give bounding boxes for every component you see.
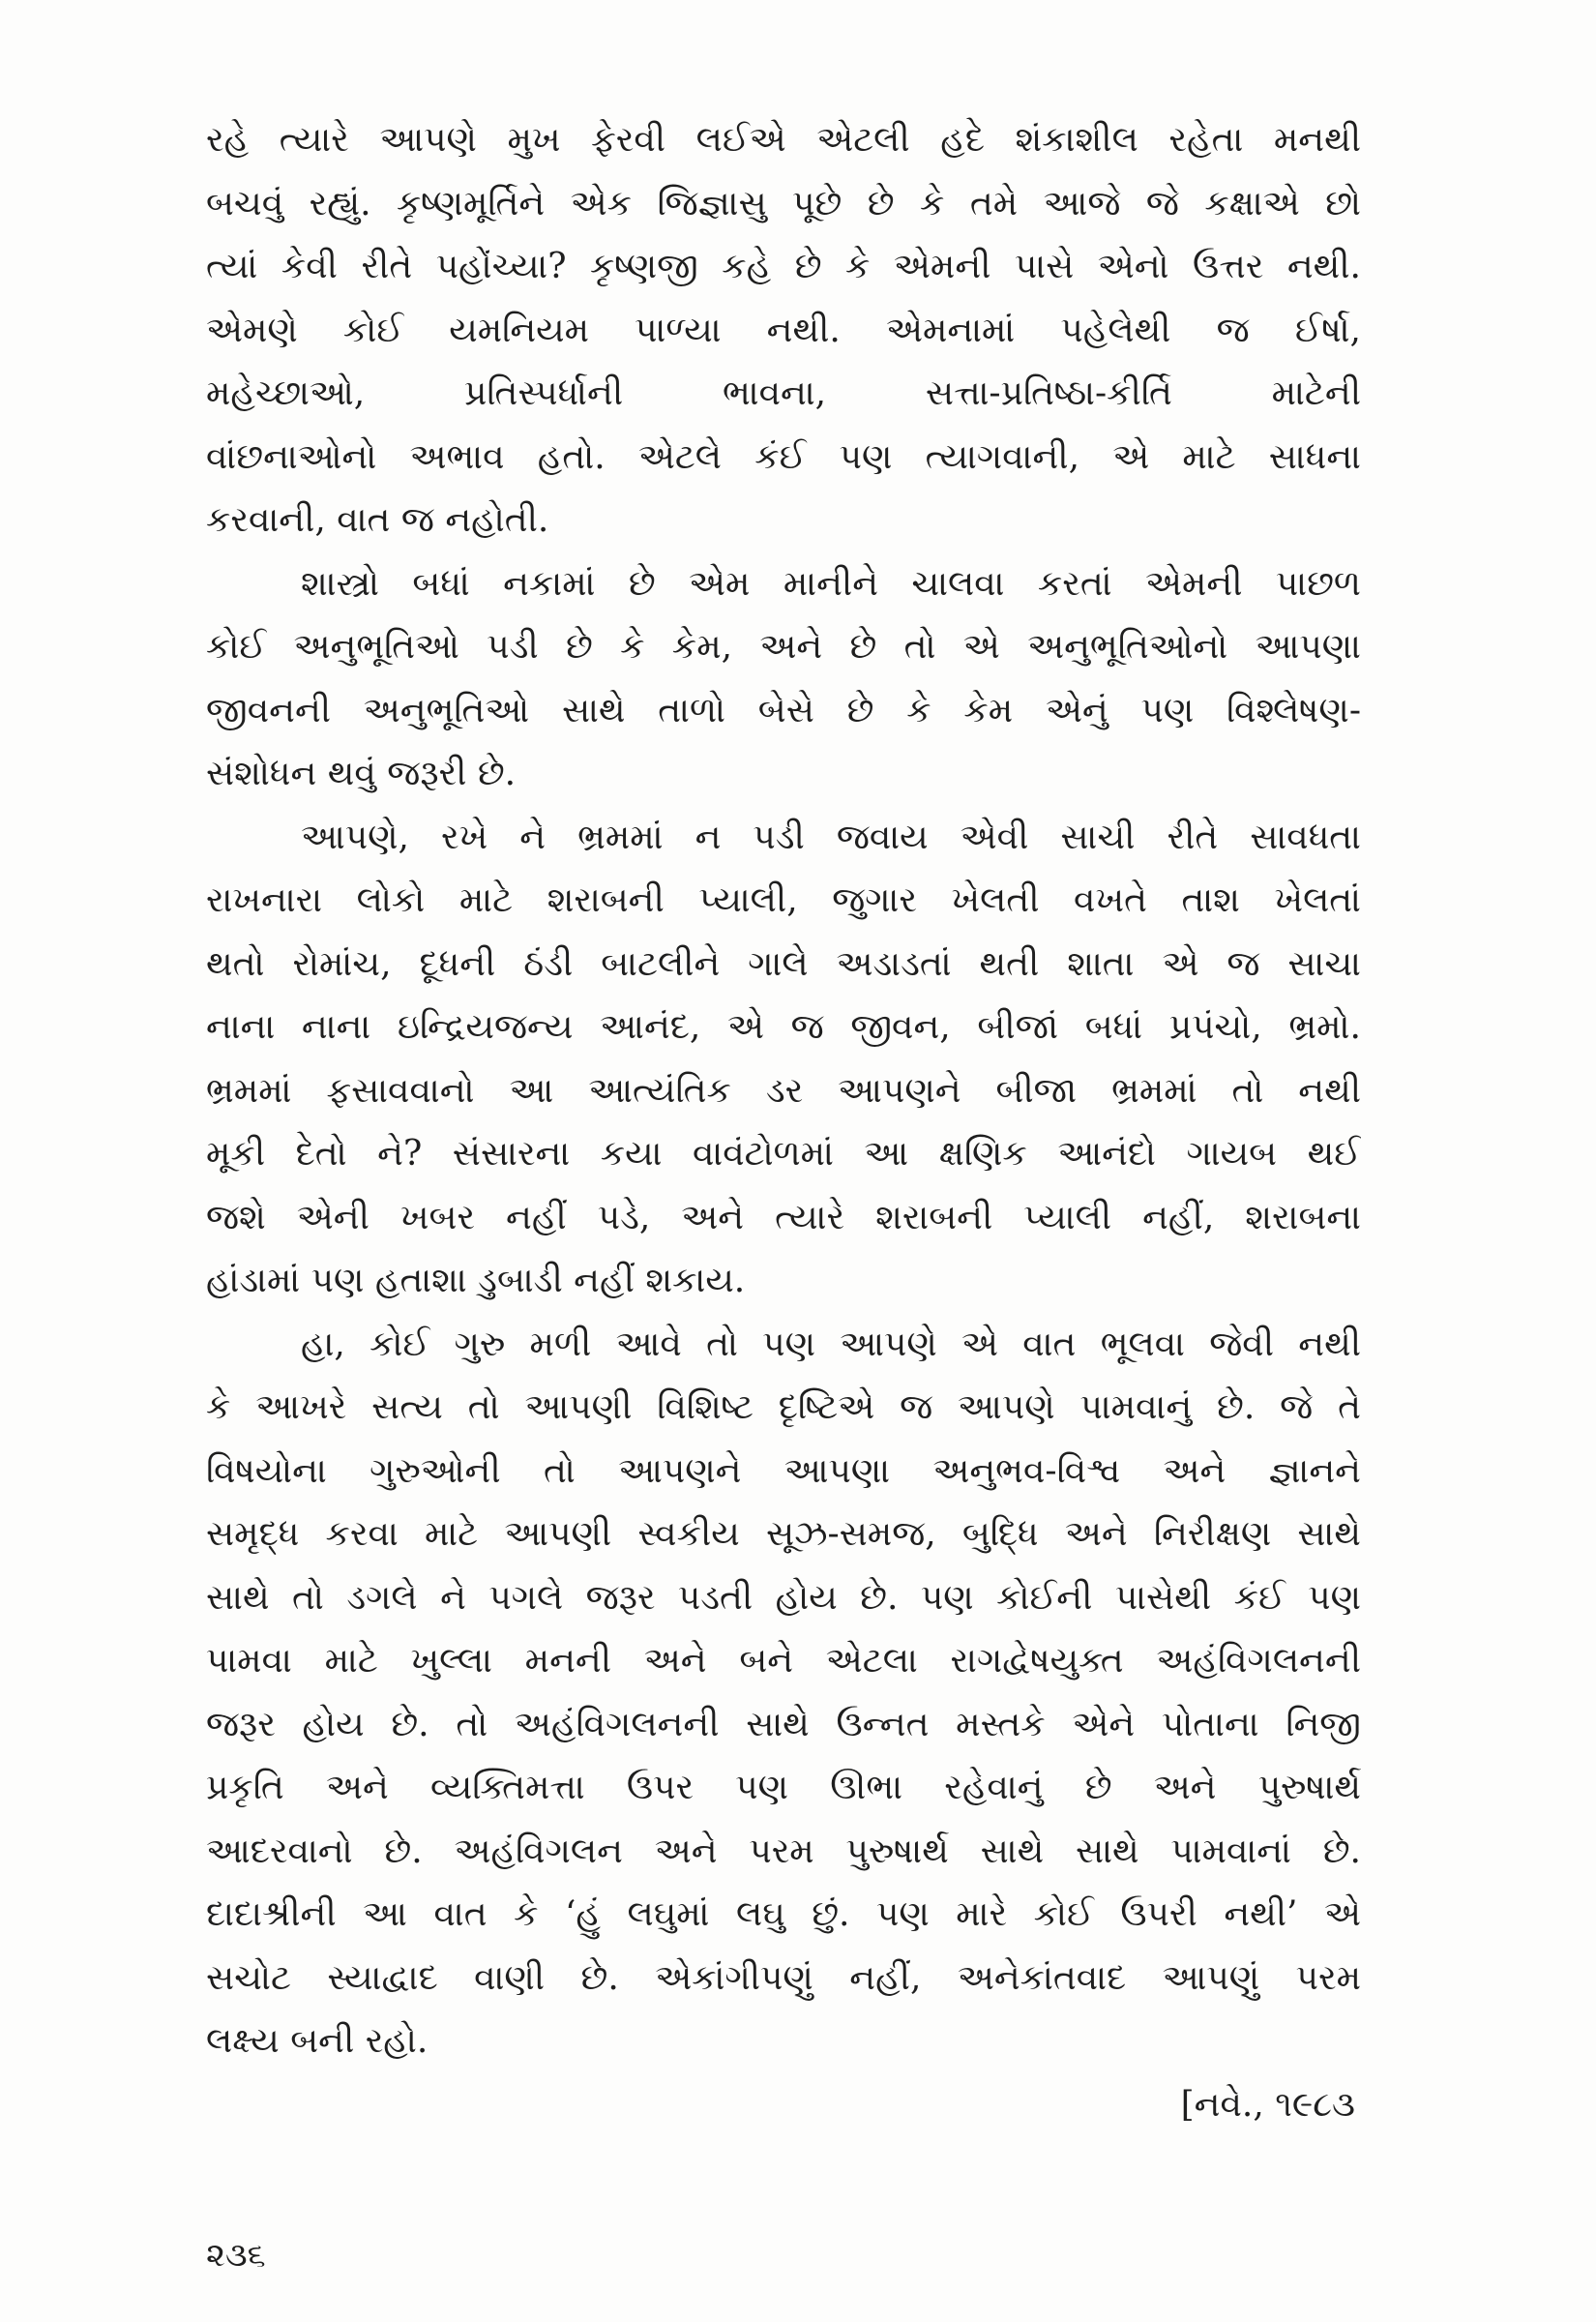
text-line: નાના નાના ઇન્દ્રિયજન્ય આનંદ, એ જ જીવન, બીજાં બધાં પ્રપંચો, ભ્રમો.: [206, 1007, 1361, 1047]
date-note: [નવે., ૧૯૮૩: [1180, 2084, 1355, 2125]
text-line: એમણે કોઈ યમનિયમ પાળ્યા નથી. એમનામાં પહેલેથી જ ઈર્ષા,: [206, 310, 1361, 350]
text-line: સમૃદ્ધ કરવા માટે આપણી સ્વકીય સૂઝ-સમજ, બુદ્ધિ અને નિરીક્ષણ સાથે: [206, 1514, 1361, 1554]
text-line: બચવું રહ્યું. કૃષ્ણમૂર્તિને એક જિજ્ઞાસુ પૂછે છે કે તમે આજે જે કક્ષાએ છો: [206, 183, 1361, 223]
text-line: જશે એની ખબર નહીં પડે, અને ત્યારે શરાબની પ્યાલી નહીં, શરાબના: [206, 1197, 1361, 1237]
paragraph-1: [206, 108, 1361, 552]
text-line: જરૂર હોય છે. તો અહંવિગલનની સાથે ઉન્નત મસ્તકે એને પોતાના નિજી: [206, 1704, 1361, 1744]
paragraph-3: [206, 806, 1361, 1313]
text-line: પામવા માટે ખુલ્લા મનની અને બને એટલા રાગદ્વેષયુક્ત અહંવિગલનની: [206, 1641, 1361, 1681]
text-line: સંશોધન થવું જરૂરી છે.: [206, 754, 517, 793]
text-line: પ્રકૃતિ અને વ્યક્તિમત્તા ઉપર પણ ઊભા રહેવાનું છે અને પુરુષાર્થ: [206, 1768, 1361, 1807]
text-line: વિષયોના ગુરુઓની તો આપણને આપણા અનુભવ-વિશ્વ અને જ્ઞાનને: [206, 1450, 1361, 1491]
paragraph-4: [206, 1313, 1361, 2073]
text-line: કોઈ અનુભૂતિઓ પડી છે કે કેમ, અને છે તો એ અનુભૂતિઓનો આપણા: [206, 627, 1361, 667]
text-line: લક્ષ્ય બની રહો.: [206, 2021, 429, 2061]
text-line: હાંડામાં પણ હતાશા ડુબાડી નહીં શકાય.: [206, 1261, 746, 1300]
text-line: રહે ત્યારે આપણે મુખ ફેરવી લઈએ એટલી હદે શંકાશીલ રહેતા મનથી: [206, 120, 1361, 160]
text-line: આપણે, રખે ને ભ્રમમાં ન પડી જવાય એવી સાચી રીતે સાવધતા: [301, 817, 1361, 857]
text-line: કે આખરે સત્ય તો આપણી વિશિષ્ટ દૃષ્ટિએ જ આપણે પામવાનું છે. જે તે: [206, 1387, 1361, 1427]
page-number: ૨૩૬: [206, 2236, 266, 2275]
text-line: હા, કોઈ ગુરુ મળી આવે તો પણ આપણે એ વાત ભૂલવા જેવી નથી: [301, 1324, 1361, 1364]
text-line: સાથે તો ડગલે ને પગલે જરૂર પડતી હોય છે. પણ કોઈની પાસેથી કંઈ પણ: [206, 1577, 1361, 1618]
text-line: ત્યાં કેવી રીતે પહોંચ્યા? કૃષ્ણજી કહે છે કે એમની પાસે એનો ઉત્તર નથી.: [206, 247, 1361, 286]
text-line: ભ્રમમાં ફસાવવાનો આ આત્યંતિક ડર આપણને બીજા ભ્રમમાં તો નથી: [206, 1070, 1361, 1111]
text-line: વાંછનાઓનો અભાવ હતો. એટલે કંઈ પણ ત્યાગવાની, એ માટે સાધના: [206, 436, 1361, 477]
text-line: દાદાશ્રીની આ વાત કે ‘હું લઘુમાં લઘુ છું. પણ મારે કોઈ ઉપરી નથી’ એ: [206, 1894, 1361, 1934]
text-line: શાસ્ત્રો બધાં નકામાં છે એમ માનીને ચાલવા કરતાં એમની પાછળ: [301, 563, 1361, 604]
text-line: રાખનારા લોકો માટે શરાબની પ્યાલી, જુગાર ખેલતી વખતે તાશ ખેલતાં: [206, 880, 1361, 920]
body-text: [206, 108, 1361, 2136]
text-line: કરવાની, વાત જ નહોતી.: [206, 500, 549, 540]
text-line: જીવનની અનુભૂતિઓ સાથે તાળો બેસે છે કે કેમ એનું પણ વિશ્લેષણ-: [206, 690, 1361, 730]
text-line: આદરવાનો છે. અહંવિગલન અને પરમ પુરુષાર્થ સાથે સાથે પામવાનાં છે.: [206, 1831, 1361, 1871]
text-line: સચોટ સ્યાદ્વાદ વાણી છે. એકાંગીપણું નહીં, અનેકાંતવાદ આપણું પરમ: [206, 1957, 1361, 1998]
text-line: મહેચ્છાઓ, પ્રતિસ્પર્ધાની ભાવના, સત્તા-પ્રતિષ્ઠા-કીર્તિ માટેની: [206, 373, 1361, 413]
text-line: થતો રોમાંચ, દૂધની ઠંડી બાટલીને ગાલે અડાડતાં થતી શાતા એ જ સાચા: [206, 943, 1361, 984]
paragraph-2: [206, 552, 1361, 806]
text-line: મૂકી દેતો ને? સંસારના કયા વાવંટોળમાં આ ક્ષણિક આનંદો ગાયબ થઈ: [206, 1134, 1361, 1174]
